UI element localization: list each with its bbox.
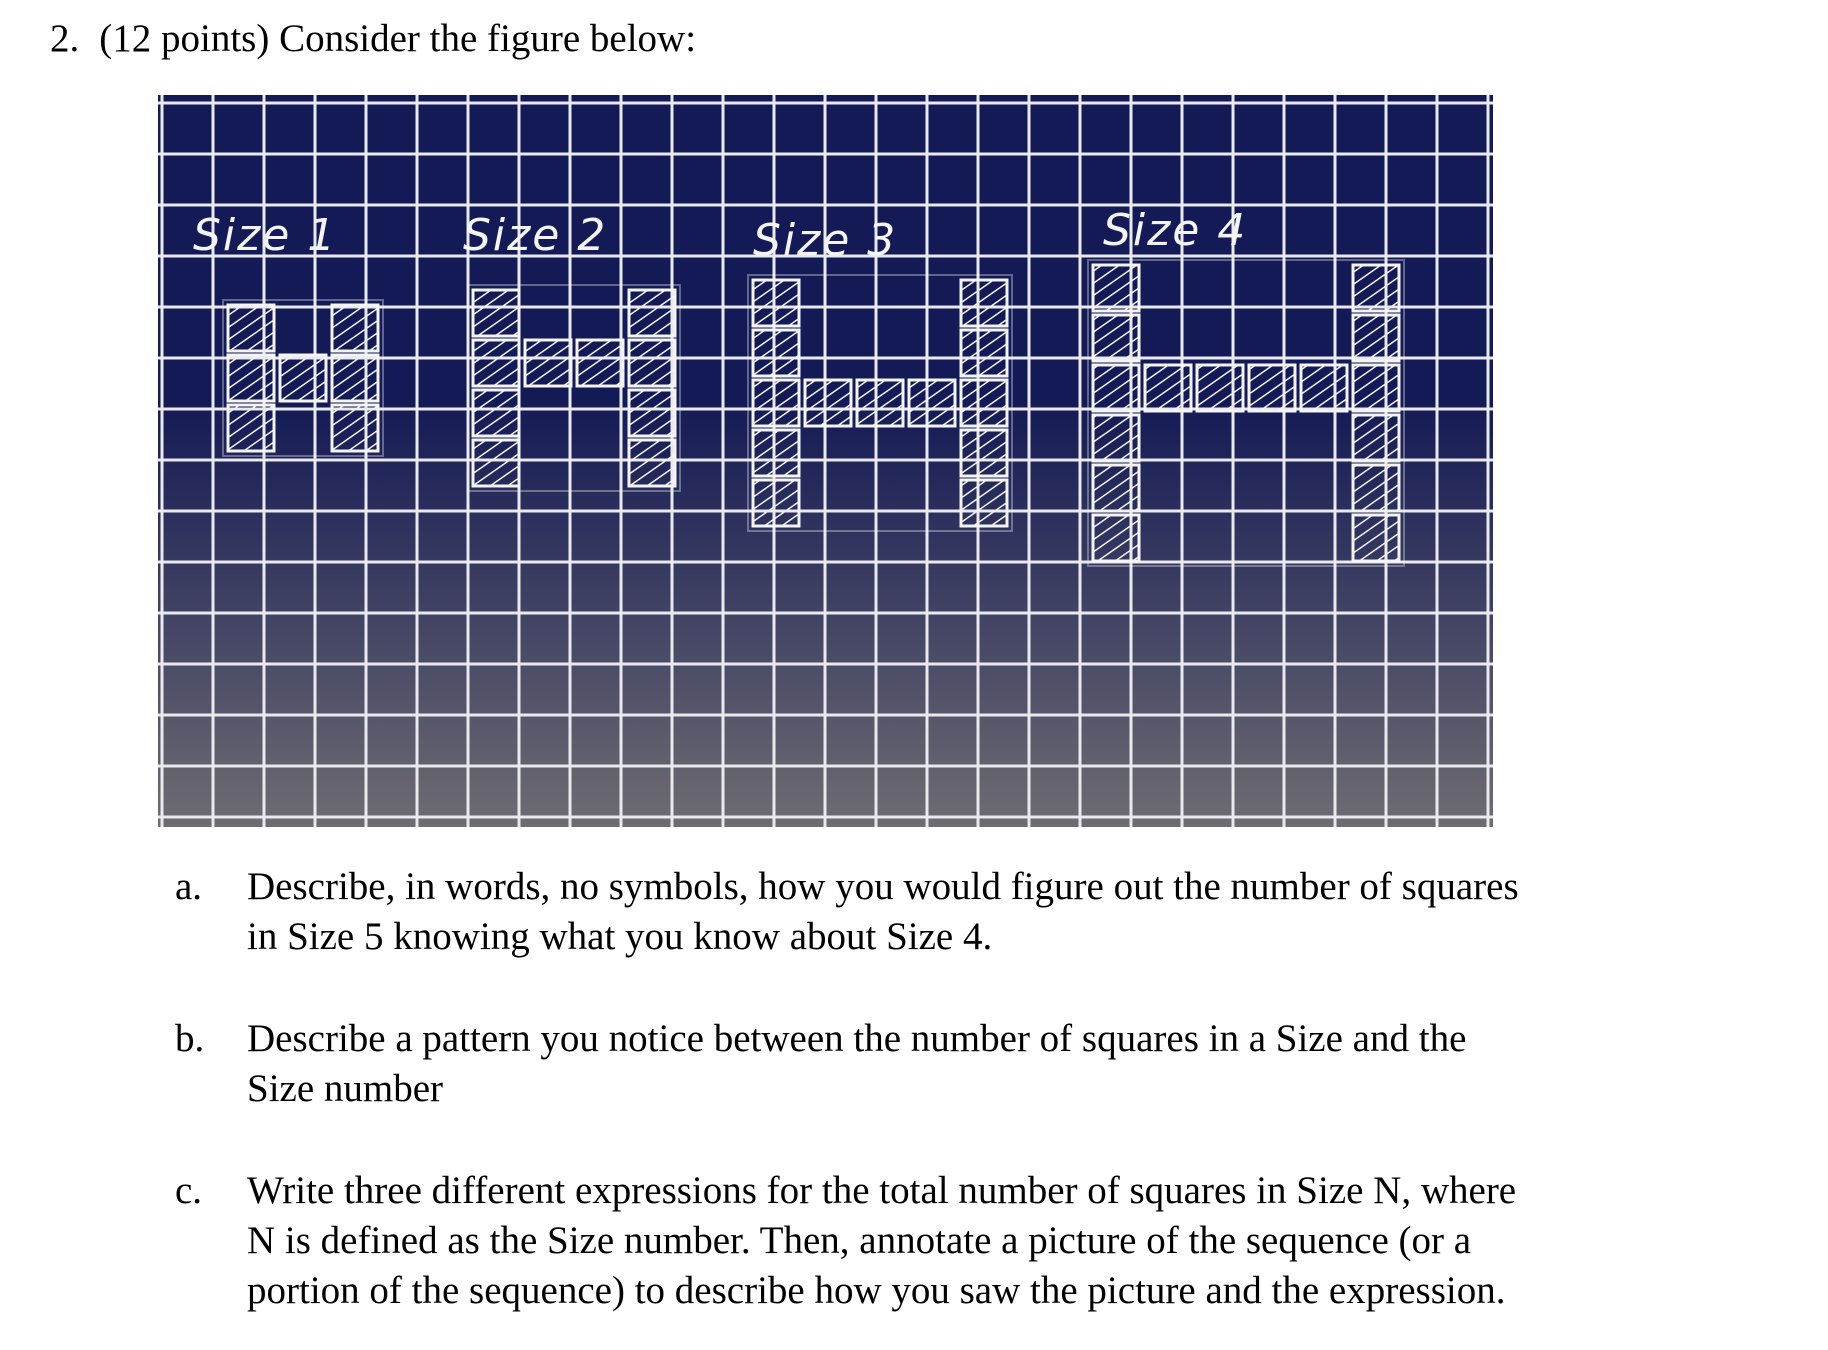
right-column-tile	[332, 355, 378, 401]
bridge-tile	[909, 380, 955, 426]
part-b-line-1: Describe a pattern you notice between the number of squares in a Size and the	[247, 1017, 1467, 1060]
bridge-tile	[1301, 365, 1347, 411]
right-column-tile	[961, 330, 1007, 376]
bridge-tile	[280, 355, 326, 401]
bridge-tile	[1249, 365, 1295, 411]
left-column-tile	[753, 330, 799, 376]
bridge-tile	[525, 340, 571, 386]
part-c-letter: c.	[175, 1169, 203, 1212]
part-a-line-1: Describe, in words, no symbols, how you would figure out the number of squares	[247, 865, 1519, 908]
right-column-tile	[332, 405, 378, 451]
left-column-tile	[753, 480, 799, 526]
bridge-tile	[1145, 365, 1191, 411]
left-column-tile	[753, 280, 799, 326]
right-column-tile	[629, 290, 675, 336]
left-column-tile	[473, 290, 519, 336]
part-a-line-2: in Size 5 knowing what you know about Size 4.	[247, 915, 993, 958]
left-column-tile	[753, 380, 799, 426]
left-column-tile	[228, 355, 274, 401]
part-c	[175, 1166, 1675, 1316]
part-c-line-1: Write three different expressions for the total number of squares in Size N, where	[247, 1169, 1517, 1212]
part-b-letter: b.	[175, 1017, 205, 1060]
part-c-line-2: N is defined as the Size number. Then, annotate a picture of the sequence (or a	[247, 1219, 1472, 1262]
left-column-tile	[1093, 465, 1139, 511]
left-column-tile	[753, 430, 799, 476]
bridge-tile	[857, 380, 903, 426]
left-column-tile	[1093, 415, 1139, 461]
question-heading	[50, 14, 696, 64]
bridge-tile	[1197, 365, 1243, 411]
left-column-tile	[1093, 265, 1139, 311]
question-number: 2.	[50, 17, 80, 60]
size-2-label: Size 2	[463, 210, 608, 261]
right-column-tile	[961, 480, 1007, 526]
part-a-letter: a.	[175, 865, 203, 908]
left-column-tile	[1093, 315, 1139, 361]
question-text: (12 points) Consider the figure below:	[99, 17, 697, 60]
left-column-tile	[1093, 365, 1139, 411]
right-column-tile	[1353, 415, 1399, 461]
right-column-tile	[961, 430, 1007, 476]
right-column-tile	[1353, 515, 1399, 561]
right-column-tile	[1353, 265, 1399, 311]
right-column-tile	[629, 340, 675, 386]
size-4-label: Size 4	[1103, 205, 1248, 256]
chalkboard-figure	[158, 95, 1493, 827]
left-column-tile	[473, 440, 519, 486]
part-c-line-3: portion of the sequence) to describe how you saw the picture and the expression.	[247, 1269, 1506, 1312]
bridge-tile	[805, 380, 851, 426]
right-column-tile	[961, 280, 1007, 326]
right-column-tile	[1353, 365, 1399, 411]
part-a	[175, 862, 1675, 962]
right-column-tile	[332, 305, 378, 351]
part-b-line-2: Size number	[247, 1067, 444, 1110]
right-column-tile	[961, 380, 1007, 426]
bridge-tile	[577, 340, 623, 386]
left-column-tile	[228, 405, 274, 451]
right-column-tile	[1353, 465, 1399, 511]
left-column-tile	[228, 305, 274, 351]
right-column-tile	[629, 440, 675, 486]
left-column-tile	[473, 340, 519, 386]
size-3-label: Size 3	[753, 215, 898, 266]
left-column-tile	[473, 390, 519, 436]
chalkboard-grid-image	[158, 95, 1493, 827]
right-column-tile	[629, 390, 675, 436]
part-b	[175, 1014, 1675, 1114]
right-column-tile	[1353, 315, 1399, 361]
size-1-label: Size 1	[193, 210, 338, 261]
left-column-tile	[1093, 515, 1139, 561]
